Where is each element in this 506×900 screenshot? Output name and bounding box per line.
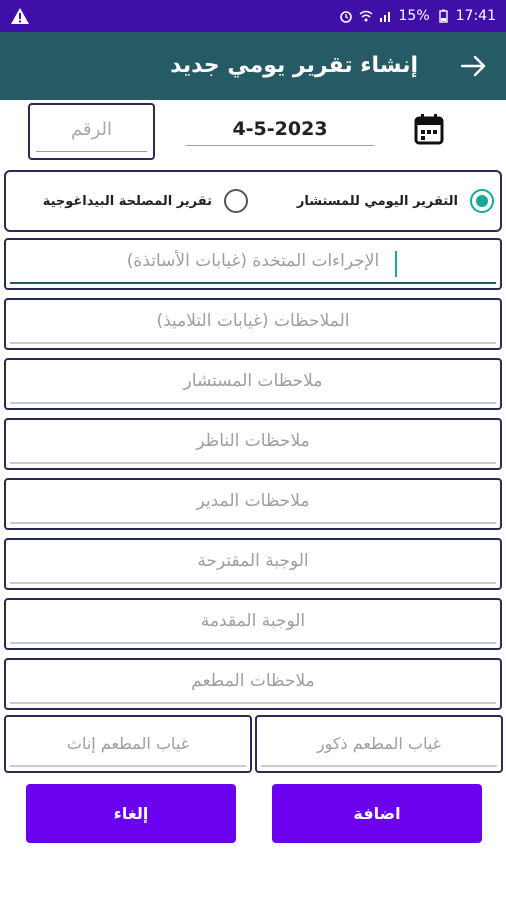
number-placeholder: الرقم xyxy=(70,119,112,140)
canteen-absent-male-field[interactable] xyxy=(255,715,503,773)
served-meal-field[interactable] xyxy=(4,598,502,650)
radio-consultant-label: التقرير اليومي للمستشار xyxy=(296,193,458,209)
field-underline xyxy=(10,342,496,344)
director-notes-field[interactable] xyxy=(4,478,502,530)
add-button[interactable]: اضافة xyxy=(272,784,482,843)
battery-percent: 15% xyxy=(398,8,430,24)
signal-icon xyxy=(379,9,393,23)
field-underline xyxy=(10,702,496,704)
field-placeholder: ملاحظات الناظر xyxy=(196,431,310,451)
field-placeholder: الإجراءات المتخدة (غيابات الأساتذة) xyxy=(126,251,380,271)
status-time: 17:41 xyxy=(455,8,496,24)
field-underline xyxy=(10,765,246,767)
field-placeholder: ملاحظات المستشار xyxy=(183,371,323,391)
number-field[interactable] xyxy=(28,103,155,160)
warning-icon xyxy=(10,6,30,26)
date-value: 4-5-2023 xyxy=(232,118,328,140)
app-bar xyxy=(0,32,506,100)
radio-pedagogic-report[interactable] xyxy=(43,172,248,230)
page-title: إنشاء تقرير يومي جديد xyxy=(170,53,418,78)
report-type-group xyxy=(4,170,502,232)
student-absences-field[interactable] xyxy=(4,298,502,350)
cancel-button[interactable]: إلغاء xyxy=(26,784,236,843)
field-underline xyxy=(261,765,497,767)
radio-consultant-report[interactable] xyxy=(297,172,494,230)
field-underline xyxy=(10,402,496,404)
field-placeholder: الوجبة المقدمة xyxy=(200,611,306,631)
radio-selected-icon[interactable] xyxy=(470,189,494,213)
date-underline xyxy=(186,145,374,146)
calendar-icon[interactable] xyxy=(414,113,444,145)
field-placeholder: غياب المطعم إناث xyxy=(66,734,190,753)
field-underline xyxy=(10,522,496,524)
consultant-notes-field[interactable] xyxy=(4,358,502,410)
field-placeholder: الملاحظات (غيابات التلاميذ) xyxy=(156,311,350,331)
field-underline xyxy=(10,642,496,644)
date-field[interactable] xyxy=(184,110,376,150)
field-placeholder: الوجبة المقترحة xyxy=(197,551,309,571)
radio-unselected-icon[interactable] xyxy=(224,189,248,213)
field-placeholder: ملاحظات المطعم xyxy=(191,671,315,691)
text-cursor xyxy=(395,251,397,277)
proposed-meal-field[interactable] xyxy=(4,538,502,590)
radio-pedagogic-label: تقرير المصلحة البيداغوجية xyxy=(42,193,212,209)
field-underline xyxy=(10,582,496,584)
supervisor-notes-field[interactable] xyxy=(4,418,502,470)
field-placeholder: غياب المطعم ذكور xyxy=(316,734,442,753)
status-bar xyxy=(0,0,506,32)
canteen-absent-female-field[interactable] xyxy=(4,715,252,773)
number-underline xyxy=(36,151,147,152)
back-arrow-icon[interactable] xyxy=(458,52,488,80)
alarm-icon xyxy=(339,9,353,23)
wifi-icon xyxy=(359,9,373,23)
canteen-notes-field[interactable] xyxy=(4,658,502,710)
field-underline xyxy=(10,282,496,284)
field-placeholder: ملاحظات المدير xyxy=(196,491,310,511)
teacher-absences-field[interactable] xyxy=(4,238,502,290)
field-underline xyxy=(10,462,496,464)
battery-icon xyxy=(436,9,450,23)
